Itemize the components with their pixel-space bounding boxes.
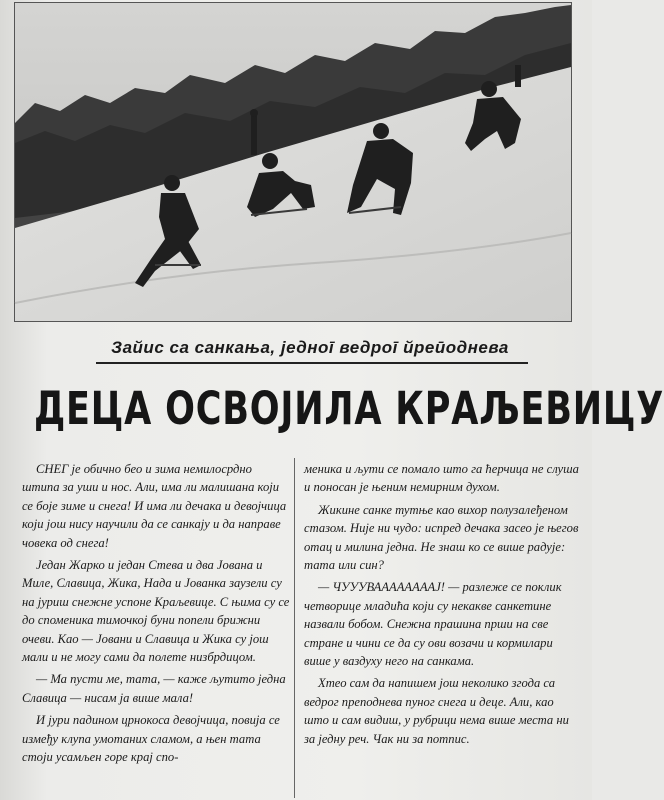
paragraph: — ЧУУУВААААААААЈ! — разлеже се поклик четворице младића који су некакве санкетине назвали бобом. Снежна прашина прши на све стране и чини се да су ови возачи и кормилари више у ваздуху него на санкама. bbox=[304, 580, 562, 669]
paragraph: Жикине санке тутње као вихор полузалеђеном стазом. Није ни чудо: испред дечака засео је његов отац и милина једна. Не знаш ко се више радује: тата или син? bbox=[304, 502, 579, 573]
sledding-photo-image bbox=[15, 3, 571, 321]
paragraph: И јури падином црнокоса девојчица, повија се између клупа умотаних сламом, а њен тата стоји усамљен горе крај спо- bbox=[22, 713, 280, 765]
paragraph: — Ма пусти ме, тата, — каже љутито једна Славица — нисам ја више мала! bbox=[22, 672, 286, 705]
photo-caption: Зайис са санкања, једноī ведроī йреūоднева bbox=[111, 338, 509, 357]
paragraph: меника и љути се помало што га ћерчица не слуша и поносан је њеним немирним духом. bbox=[304, 462, 579, 495]
paragraph: СНЕГ је обично бео и зима немилосрдно штипа за уши и нос. Али, има ли малишана који се боје зиме и снега! И има ли дечака и девојчица који још нису научили да се санкају и да направе човека од снега! bbox=[22, 462, 287, 550]
article-column-right bbox=[304, 460, 580, 752]
column-divider bbox=[294, 458, 295, 798]
paragraph: Хтео сам да напишем још неколико згода са ведрог преподнева пуног снега и деце. Али, као што и сам видиш, у рубрици нема више места ни за једну реч. Чак ни за потпис. bbox=[304, 676, 569, 746]
article-column-left bbox=[22, 460, 292, 771]
paragraph: Један Жарко и један Стева и два Јована и Миле, Славица, Жика, Нада и Јованка заузели су на јуриш снежне успоне Краљевице. С њима су се до споменика тимочкој буни попели брижни очеви. Као — Јовани и Славица и Жика су још мали и не могу сами да полете низбрдицом. bbox=[22, 558, 290, 665]
caption-underline bbox=[96, 362, 528, 364]
article-headline: ДЕЦА ОСВОЈИЛА КРАЉЕВИЦУ bbox=[34, 382, 664, 435]
sledding-photo bbox=[14, 2, 572, 322]
